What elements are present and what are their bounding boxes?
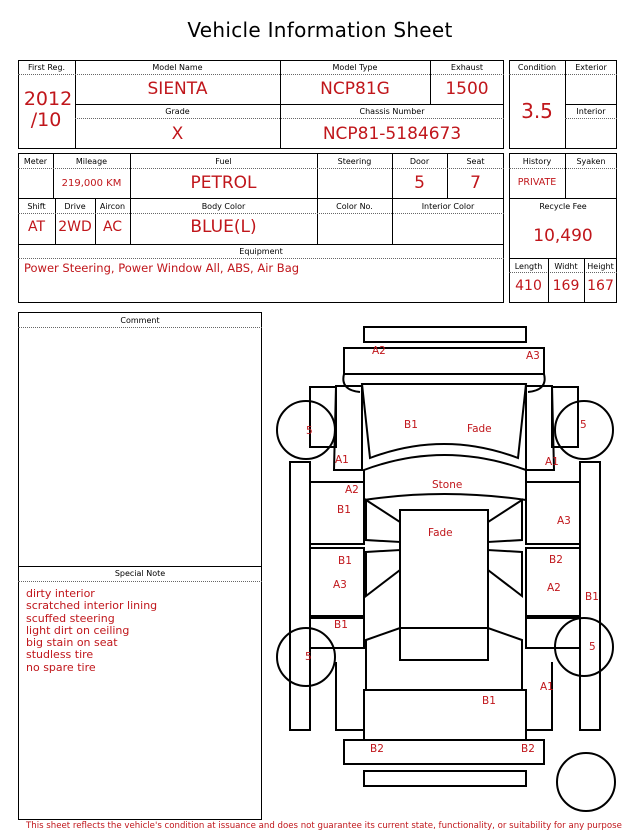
syaken-label: Syaken	[576, 157, 606, 166]
special-note-label: Special Note	[114, 569, 166, 578]
mileage-value: 219,000 KM	[61, 178, 122, 189]
equipment-value: Power Steering, Power Window All, ABS, Air Bag	[24, 261, 300, 275]
hood-outline-shape	[362, 384, 526, 458]
equipment-label: Equipment	[239, 247, 283, 256]
mark-front-right-corner: A3	[526, 350, 540, 362]
pillar-rr-shape	[488, 550, 522, 596]
history-value: PRIVATE	[517, 177, 557, 188]
front-bumper-corner-left-shape	[343, 374, 360, 392]
mark-tailgate: B1	[482, 695, 496, 707]
mark-rocker-right: B1	[585, 591, 599, 603]
model-name-value: SIENTA	[147, 79, 208, 99]
mark-door-fl: B1	[337, 504, 351, 516]
aircon-value: AC	[102, 219, 123, 235]
mark-door-rl-upper: B1	[338, 555, 352, 567]
height-label: Height	[587, 262, 614, 271]
grade-value: X	[171, 124, 184, 144]
mark-rear-bumper-left: B2	[370, 743, 384, 755]
mark-door-fr: A3	[557, 515, 571, 527]
first-reg-label: First Reg.	[27, 63, 66, 72]
mark-quarter-rr: A1	[540, 681, 554, 693]
quarter-rr-shape	[526, 618, 580, 648]
fuel-value: PETROL	[190, 173, 257, 193]
seat-label: Seat	[466, 157, 485, 166]
mark-tire-rr: 5	[589, 641, 596, 653]
body-color-label: Body Color	[201, 202, 246, 211]
spare-tire-shape	[557, 753, 615, 811]
model-name-label: Model Name	[152, 63, 203, 72]
length-value: 410	[515, 278, 542, 294]
meter-label: Meter	[23, 157, 48, 166]
mark-hood: B1	[404, 419, 418, 431]
door-label: Door	[409, 157, 430, 166]
mark-fender-fl: A1	[335, 454, 349, 466]
exhaust-label: Exhaust	[450, 63, 484, 72]
side-panel-left-shape	[290, 462, 310, 730]
drive-label: Drive	[64, 202, 86, 211]
exterior-label: Exterior	[575, 63, 607, 72]
first-reg-month: /10	[30, 109, 62, 131]
width-label: Widht	[554, 262, 578, 271]
special-note-item: scuffed steering	[26, 611, 115, 625]
mark-door-rr-upper: B2	[549, 554, 563, 566]
first-reg-year: 2012	[23, 88, 73, 110]
disclaimer-footer: This sheet reflects the vehicle's condition at issuance and does not guarantee its current state, functionality, or suitability for any purpose	[26, 821, 622, 831]
special-note-item: dirty interior	[26, 587, 95, 600]
chassis-label: Chassis Number	[359, 107, 425, 116]
shift-value: AT	[27, 219, 46, 235]
door-value: 5	[414, 173, 425, 193]
rear-bumper-lower-shape	[364, 771, 526, 786]
recycle-fee-label: Recycle Fee	[539, 202, 587, 211]
pillar-fr-shape	[488, 500, 522, 542]
model-type-value: NCP81G	[320, 79, 390, 99]
front-bumper-corner-right-shape	[528, 374, 545, 392]
model-type-label: Model Type	[332, 63, 378, 72]
steering-label: Steering	[337, 157, 372, 166]
color-no-label: Color No.	[336, 202, 373, 211]
rear-bumper-corner-left-shape	[336, 662, 364, 730]
aircon-label: Aircon	[99, 202, 126, 211]
length-label: Length	[514, 262, 543, 271]
exhaust-value: 1500	[445, 79, 489, 99]
chassis-value: NCP81-5184673	[322, 124, 462, 144]
rear-bumper-corner-right-shape	[526, 662, 552, 730]
interior-color-label: Interior Color	[421, 202, 475, 211]
mark-front-bumper: A2	[372, 345, 386, 357]
drive-value: 2WD	[58, 219, 92, 235]
mark-fender-fr: A1	[545, 456, 559, 468]
comment-label: Comment	[120, 316, 160, 325]
special-note-item: no spare tire	[26, 660, 96, 674]
mark-quarter-rl: B1	[334, 619, 348, 631]
pillar-rl-shape	[366, 550, 400, 596]
mark-tire-fr: 5	[580, 419, 587, 431]
mark-rear-bumper-right: B2	[521, 743, 535, 755]
mark-pillar-fl: A2	[345, 484, 359, 496]
tailgate-shape	[364, 690, 526, 740]
recycle-fee-value: 10,490	[533, 226, 593, 246]
mark-windshield: Stone	[432, 479, 463, 491]
mark-door-rr-mid: A2	[547, 582, 561, 594]
mark-tire-rl: 5	[305, 651, 312, 663]
mileage-label: Mileage	[75, 157, 108, 166]
car-damage-diagram	[262, 320, 640, 820]
pillar-fl-shape	[366, 500, 400, 542]
special-note-item: light dirt on ceiling	[26, 623, 130, 637]
sheet-title: Vehicle Information Sheet	[187, 18, 453, 42]
interior-label: Interior	[576, 107, 606, 116]
seat-value: 7	[470, 173, 481, 193]
shift-label: Shift	[27, 202, 46, 211]
condition-grade: 3.5	[521, 99, 553, 123]
windshield-shape	[364, 455, 526, 500]
mark-roof: Fade	[428, 527, 453, 539]
grade-label: Grade	[165, 107, 190, 116]
height-value: 167	[587, 278, 614, 294]
front-bumper-top-shape	[364, 327, 526, 342]
special-note-item: big stain on seat	[26, 636, 118, 650]
width-value: 169	[552, 278, 580, 294]
special-note-item: scratched interior lining	[26, 599, 158, 613]
mark-door-rl-mid: A3	[333, 579, 347, 591]
body-color-value: BLUE(L)	[190, 217, 257, 237]
fuel-label: Fuel	[215, 157, 232, 166]
mark-tire-fl: 5	[306, 425, 313, 437]
history-label: History	[522, 157, 552, 166]
condition-label: Condition	[517, 63, 557, 72]
special-note-list	[26, 588, 157, 674]
special-note-item: studless tire	[26, 648, 94, 662]
door-fr-shape	[526, 482, 580, 544]
mark-hood-note: Fade	[467, 423, 492, 435]
